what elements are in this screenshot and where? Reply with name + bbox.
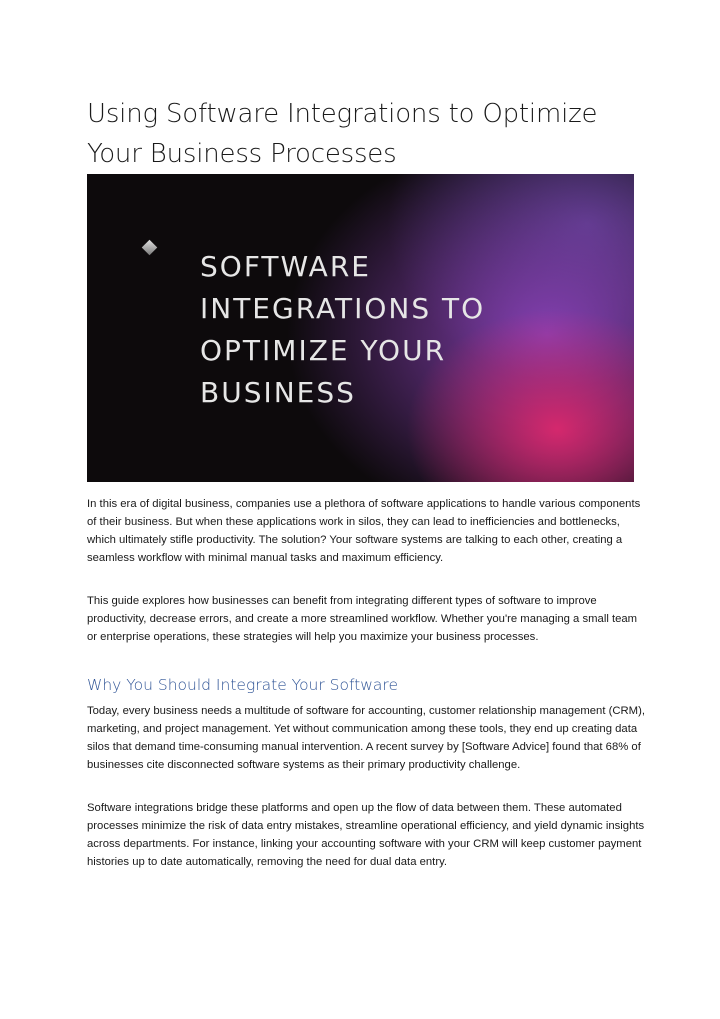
section-heading: Why You Should Integrate Your Software bbox=[87, 676, 398, 694]
diamond-icon bbox=[142, 240, 158, 256]
page-title: Using Software Integrations to Optimize Your Business Processes bbox=[87, 99, 598, 169]
hero-image-text: SOFTWARE INTEGRATIONS TO OPTIMIZE YOUR BUSINESS bbox=[200, 250, 486, 409]
section-paragraph-1: Today, every business needs a multitude of software for accounting, customer relationship management (CRM), marketing, and project management. Yet without communication among these tools, they end up creating data silos that demand time-consuming manual intervention. A recent survey by [Software Advice] found that 68% of businesses cite disconnected software systems as their primary productivity challenge. bbox=[87, 705, 645, 771]
section-paragraph-2: Software integrations bridge these platforms and open up the flow of data between them. These automated processes minimize the risk of data entry mistakes, streamline operational efficiency, and yield dynamic insights across departments. For instance, linking your accounting software with your CRM will keep customer payment histories up to date automatically, removing the need for dual data entry. bbox=[87, 802, 645, 868]
intro-paragraph-2: This guide explores how businesses can benefit from integrating different types of software to improve productivity, decrease errors, and create a more streamlined workflow. Whether you're managing a small team or enterprise operations, these strategies will help you maximize your business processes. bbox=[87, 595, 638, 643]
hero-image bbox=[87, 174, 634, 482]
intro-paragraph-1: In this era of digital business, companies use a plethora of software applications to handle various components of their business. But when these applications work in silos, they can lead to inefficiencies and bottlenecks, which ultimately stifle productivity. The solution? Your software systems are talking to each other, creating a seamless workflow with minimal manual tasks and maximum efficiency. bbox=[87, 498, 641, 564]
